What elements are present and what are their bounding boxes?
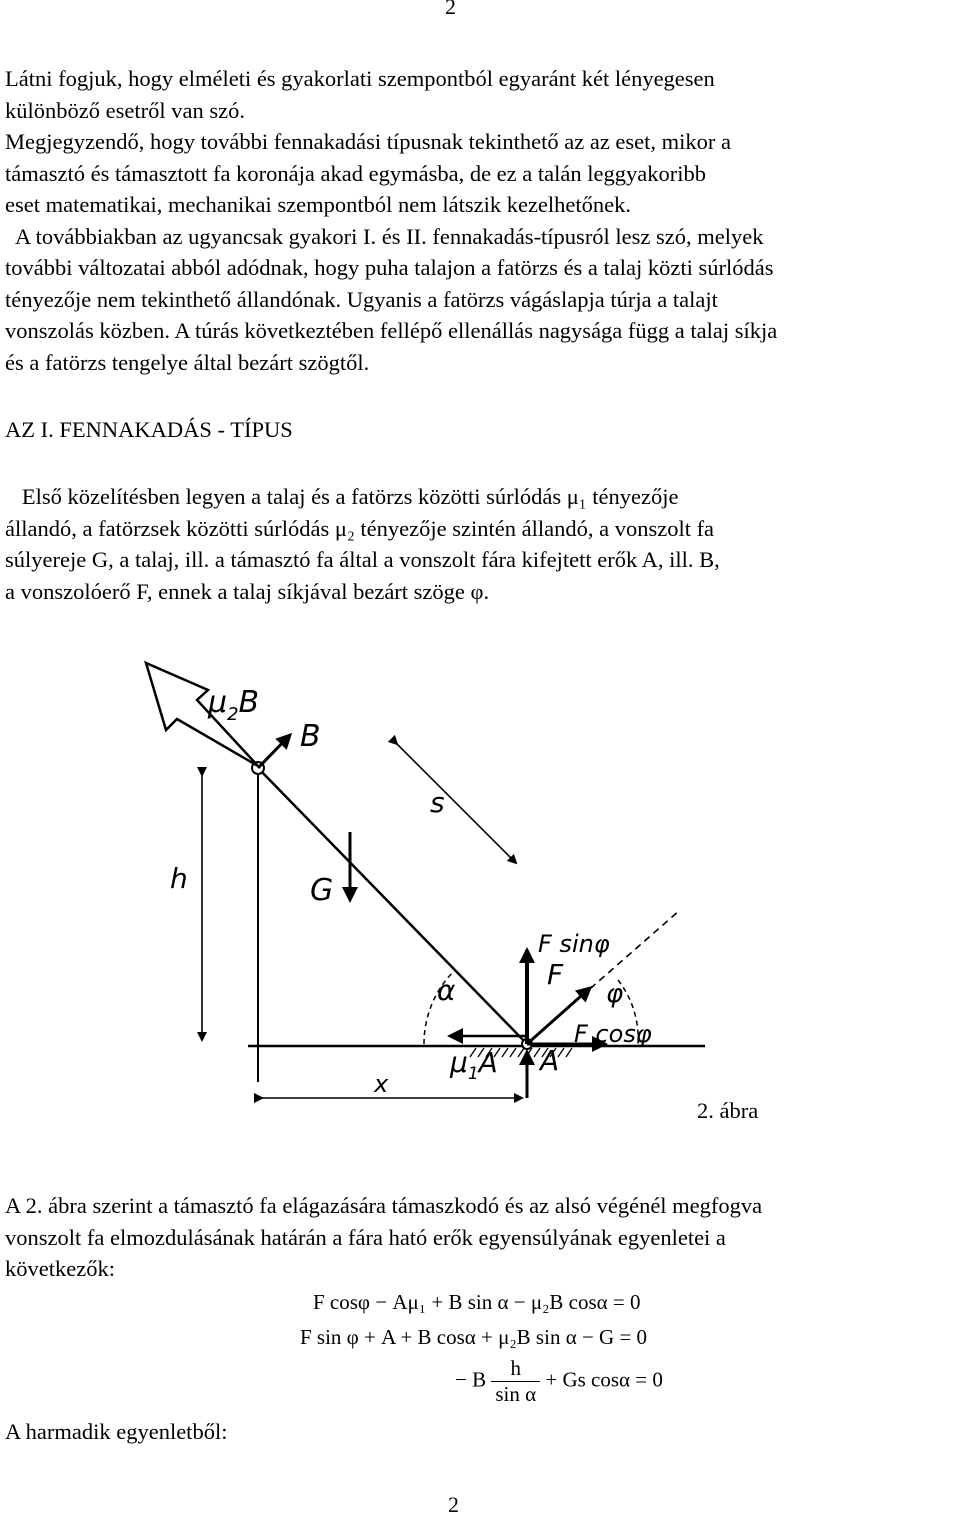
page-number-bottom: 2 (448, 1492, 459, 1517)
label-mu1A: $\mu_1A$ (450, 1046, 498, 1084)
text-line: Megjegyzendő, hogy további fennakadási típusnak tekinthető az az eset, mikor a (5, 129, 732, 154)
text-line: tényezője nem tekinthető állandónak. Ugyanis a fatörzs vágáslapja túrja a talajt (5, 286, 718, 312)
equation-3 (455, 1356, 663, 1407)
text-line: következők: (5, 1256, 115, 1281)
equation-2: F sin φ + A + B cosα + μ₂B sin α − G = 0 (300, 1325, 648, 1349)
text-line: vonszolás közben. A túrás következtében fellépő ellenállás nagysága függ a talaj síkja (5, 318, 778, 343)
label-phi: φ (606, 979, 624, 1009)
text-line: Első közelítésben legyen a talaj és a fatörzs közötti súrlódás μ₁ tényezője (5, 484, 679, 509)
text-line: állandó, a fatörzsek közötti súrlódás μ₂ tényezője szintén állandó, a vonszolt fa (5, 515, 715, 541)
label-Fsin: F sinφ (538, 930, 610, 958)
B-force-arrow (258, 735, 290, 768)
section-heading: AZ I. FENNAKADÁS - TÍPUS (5, 417, 293, 442)
label-F: F (547, 958, 564, 991)
text-line: támasztó és támasztott fa koronája akad egymásba, de ez a talán leggyakoribb (5, 160, 706, 186)
label-s: s (430, 786, 445, 819)
definition-paragraph (5, 481, 960, 607)
s-dimension-line (397, 744, 516, 863)
label-G: G (310, 873, 334, 908)
text-line: A továbbiakban az ugyancsak gyakori I. és II. fennakadás-típusról lesz szó, melyek (5, 223, 764, 249)
intro-paragraph (5, 63, 960, 378)
text-line: és a fatörzs tengelye által bezárt szögtől. (5, 349, 370, 375)
text-line: Látni fogjuk, hogy elméleti és gyakorlati szempontból egyaránt két lényegesen (5, 66, 715, 91)
text-line: további változatai abból adódnak, hogy puha talajon a fatörzs és a talaj közti súrlódás (5, 255, 774, 280)
equation-1: F cosφ − Aμ₁ + B sin α − μ₂B cosα = 0 (313, 1290, 641, 1314)
label-A: A (540, 1044, 560, 1077)
page-number-top: 2 (445, 0, 456, 19)
text-line: A 2. ábra szerint a támasztó fa elágazására támaszkodó és az alsó végénél megfogva (5, 1193, 763, 1218)
text-line: különböző esetről van szó. (5, 97, 245, 123)
text-line: a vonszolóerő F, ennek a talaj síkjával bezárt szöge φ. (5, 578, 490, 604)
text-line: eset matematikai, mechanikai szempontból nem látszik kezelhetőnek. (5, 192, 632, 217)
eq3-left: − B (455, 1367, 487, 1392)
label-B: B (300, 719, 321, 754)
figure-caption: 2. ábra (697, 1098, 759, 1123)
eq3-fraction (491, 1356, 540, 1407)
label-Fcos: F cosφ (574, 1020, 652, 1048)
label-alpha: α (437, 974, 456, 1007)
equilibrium-paragraph (5, 1190, 960, 1285)
text-line: A harmadik egyenletből: (5, 1419, 228, 1444)
label-mu2B: $\mu_2B$ (208, 685, 260, 725)
label-x: x (374, 1070, 389, 1098)
closing-line (5, 1416, 960, 1448)
text-line: súlyereje G, a talaj, ill. a támasztó fa által a vonszolt fára kifejtett erők A, ill. B, (5, 547, 720, 572)
eq3-denominator: sin α (495, 1382, 537, 1406)
eq3-right: + Gs cosα = 0 (545, 1367, 663, 1392)
dragged-trunk-line (258, 768, 527, 1044)
force-diagram (0, 640, 960, 1110)
eq3-numerator: h (491, 1356, 540, 1382)
text-line: vonszolt fa elmozdulásának határán a fára ható erők egyensúlyának egyenletei a (5, 1224, 726, 1250)
label-h: h (170, 862, 188, 895)
